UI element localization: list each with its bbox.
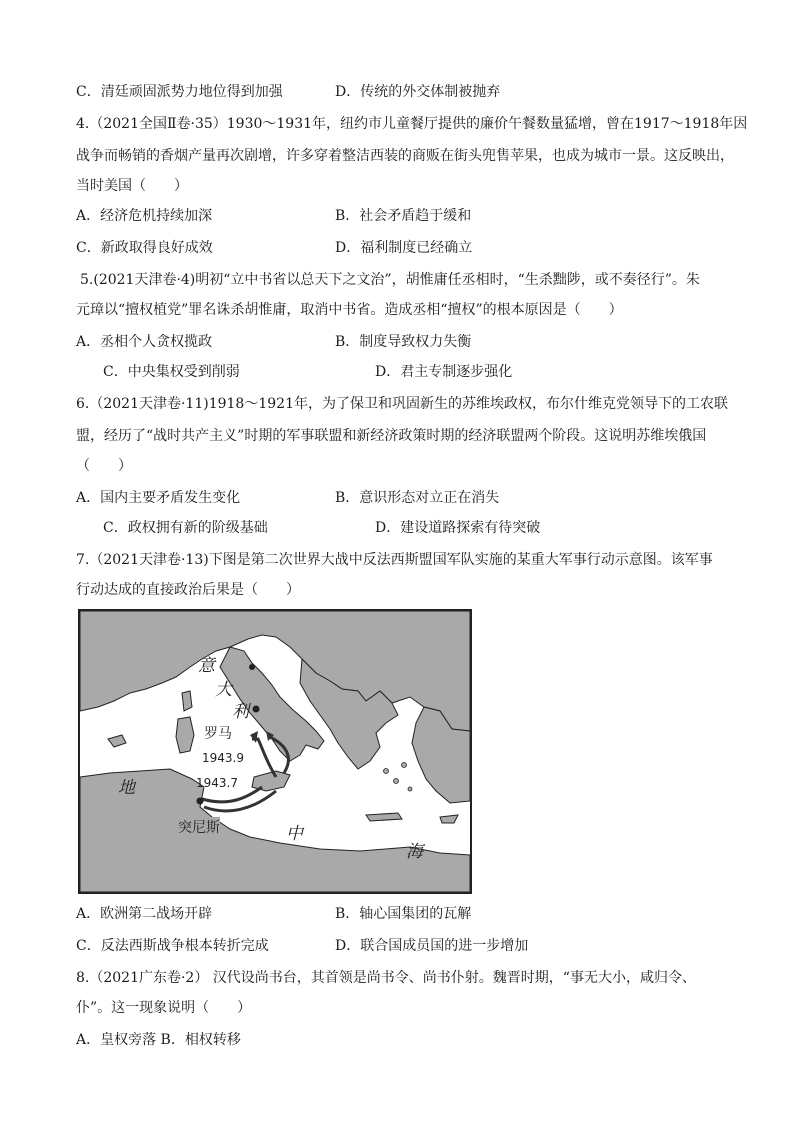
q4-stem-line-1: 4.（2021全国Ⅱ卷·35）1930～1931年，纽约市儿童餐厅提供的廉价午餐数量猛增，曾在1917～1918年因 — [76, 116, 748, 132]
q8-options-ab: A．皇权旁落 B．相权转移 — [76, 1032, 241, 1048]
map-label-di: 地 — [118, 778, 135, 798]
q4-option-d: D．福利制度已经确立 — [335, 240, 473, 256]
map-label-yi: 意 — [198, 656, 215, 676]
q5-option-d: D．君主专制逐步强化 — [375, 364, 513, 380]
q3-option-d: D．传统的外交体制被抛弃 — [335, 84, 501, 100]
land-crete — [366, 813, 402, 821]
land-sardinia — [176, 717, 194, 753]
land-balearic — [108, 735, 126, 747]
q6-option-a: A．国内主要矛盾发生变化 — [76, 490, 241, 506]
land-corsica — [182, 691, 192, 711]
q6-stem-line-3: （ ） — [76, 458, 132, 474]
q4-stem-line-3: 当时美国（ ） — [76, 178, 188, 194]
q6-stem-line-1: 6.（2021天津卷·11)1918～1921年，为了保卫和巩固新生的苏维埃政权，布尔什维克党领导下的工农联 — [76, 396, 728, 412]
q5-option-b: B．制度导致权力失衡 — [335, 334, 472, 350]
q8-stem-line-2: 仆”。这一现象说明（ ） — [76, 1000, 252, 1016]
q6-option-b: B．意识形态对立正在消失 — [335, 490, 500, 506]
q4-option-c: C．新政取得良好成效 — [76, 240, 213, 256]
q8-stem-line-1: 8.（2021广东卷·2） 汉代设尚书台，其首领是尚书令、尚书仆射。魏晋时期，“事无大小，咸归令、 — [76, 970, 696, 986]
map-label-roma: 罗马 — [204, 726, 232, 742]
q4-option-b: B．社会矛盾趋于缓和 — [335, 208, 472, 224]
q6-option-c: C．政权拥有新的阶级基础 — [103, 520, 268, 536]
map-label-da: 大 — [215, 680, 232, 700]
q7-option-c: C．反法西斯战争根本转折完成 — [76, 938, 269, 954]
map-label-li: 利 — [232, 702, 249, 722]
land-sicily — [252, 771, 290, 791]
q5-option-c: C．中央集权受到削弱 — [103, 364, 240, 380]
land-cyprus — [440, 815, 458, 823]
mediterranean-campaign-map — [78, 609, 472, 894]
tunis-dot — [197, 798, 204, 805]
map-label-date-1943-7: 1943.7 — [196, 776, 238, 790]
q7-option-a: A．欧洲第二战场开辟 — [76, 906, 213, 922]
q7-option-b: B．轴心国集团的瓦解 — [335, 906, 472, 922]
q5-option-a: A．丞相个人贪权揽政 — [76, 334, 213, 350]
map-label-tunis: 突尼斯 — [178, 817, 220, 837]
q5-stem-line-2: 元璋以“擅权植党”罪名诛杀胡惟庸，取消中书省。造成丞相“擅权”的根本原因是（ ） — [76, 302, 623, 318]
campaign-arrow-3 — [252, 739, 276, 777]
map-label-zhong: 中 — [286, 824, 303, 844]
q4-option-a: A．经济危机持续加深 — [76, 208, 213, 224]
q6-stem-line-2: 盟，经历了“战时共产主义”时期的军事联盟和新经济政策时期的经济联盟两个阶段。这说明苏维埃俄国 — [76, 428, 707, 444]
north-italy-dot — [249, 664, 255, 670]
q5-stem-line-1: 5.(2021天津卷·4)明初“立中书省以总天下之文治”，胡惟庸任丞相时，“生杀黜陟，或不奏径行”。朱 — [80, 272, 700, 288]
q4-stem-line-2: 战争而畅销的香烟产量再次剧增，许多穿着整洁西装的商贩在街头兜售苹果，也成为城市一景。这反映出， — [76, 148, 734, 164]
map-label-date-1943-9: 1943.9 — [202, 751, 244, 765]
rome-dot — [253, 706, 260, 713]
q7-stem-line-2: 行动达成的直接政治后果是（ ） — [76, 582, 300, 598]
q7-option-d: D．联合国成员国的进一步增加 — [335, 938, 529, 954]
q7-stem-line-1: 7.（2021天津卷·13)下图是第二次世界大战中反法西斯盟国军队实施的某重大军事行动示意图。该军事 — [76, 552, 713, 568]
q6-option-d: D．建设道路探索有待突破 — [375, 520, 541, 536]
map-label-hai: 海 — [406, 842, 423, 862]
q3-option-c: C．清廷顽固派势力地位得到加强 — [76, 84, 283, 100]
